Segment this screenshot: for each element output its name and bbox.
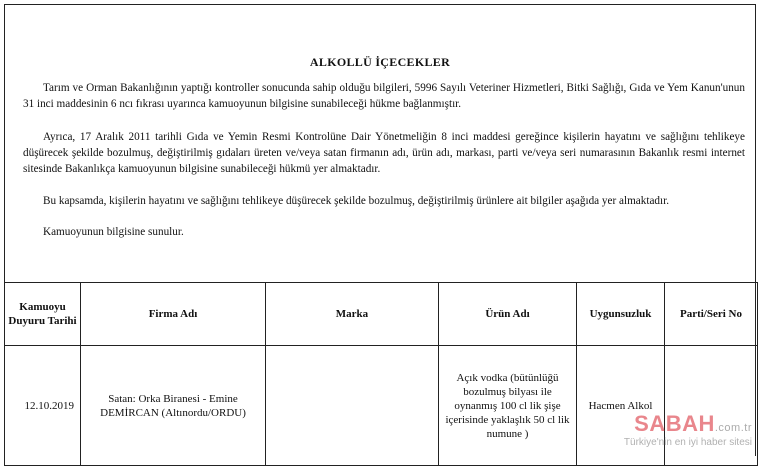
header-date: Kamuoyu Duyuru Tarihi: [5, 283, 81, 346]
paragraph-legal-basis: Tarım ve Orman Bakanlığının yaptığı kontroller sonucunda sahip olduğu bilgileri, 5996 Sayılı Veteriner Hizmetleri, Bitki Sağlığı, Gıda ve Yem Kanun'unun 31 inci maddesinin 6 ncı fıkrası uyarınca kamuoyunun bilgisine sunabileceği hükme bağlanmıştır.: [23, 82, 745, 110]
document-page: [4, 4, 756, 456]
cell-firm: Satan: Orka Biranesi - Emine DEMİRCAN (Altınordu/ORDU): [81, 346, 266, 466]
header-firm: Firma Adı: [81, 283, 266, 346]
table-header-row: [5, 283, 758, 346]
header-product: Ürün Adı: [439, 283, 577, 346]
cell-date: 12.10.2019: [5, 346, 81, 466]
header-issue: Uygunsuzluk: [577, 283, 665, 346]
header-batch: Parti/Seri No: [665, 283, 758, 346]
sabah-logo: SABAH.com.tr: [634, 411, 752, 436]
paragraph-announcement: Kamuoyunun bilgisine sunulur.: [43, 226, 184, 238]
sabah-watermark: [624, 411, 752, 448]
paragraph-regulation: Ayrıca, 17 Aralık 2011 tarihli Gıda ve Yemin Resmi Kontrolüne Dair Yönetmeliğin 8 inci maddesi gereğince kişilerin hayatını ve sağlığını tehlikeye düşürecek şekilde bozulmuş, değiştirilmiş gıdaları üreten ve/veya satan firmanın adı, ürün adı, markası, parti ve/veya seri numarasının Bakanlık resmi internet sitesinde Bakanlıkça kamuoyunun bilgisine sunabileceği hükmü yer almaktadır.: [23, 131, 745, 175]
paragraph-scope: Bu kapsamda, kişilerin hayatını ve sağlığını tehlikeye düşürecek şekilde bozulmuş, değiştirilmiş ürünlere ait bilgiler aşağıda yer almaktadır.: [43, 195, 670, 207]
cell-issue: Hacmen Alkol: [577, 346, 665, 466]
document-title: ALKOLLÜ İÇECEKLER: [309, 55, 451, 69]
watermark-tagline: Türkiye'nin en iyi haber sitesi: [623, 437, 752, 448]
cell-product: Açık vodka (bütünlüğü bozulmuş bilyası ile oynanmış 100 cl lik şişe içerisinde yaklaşlık 50 cl lik numune ): [439, 346, 577, 466]
header-brand: Marka: [266, 283, 439, 346]
cell-brand: [266, 346, 439, 466]
